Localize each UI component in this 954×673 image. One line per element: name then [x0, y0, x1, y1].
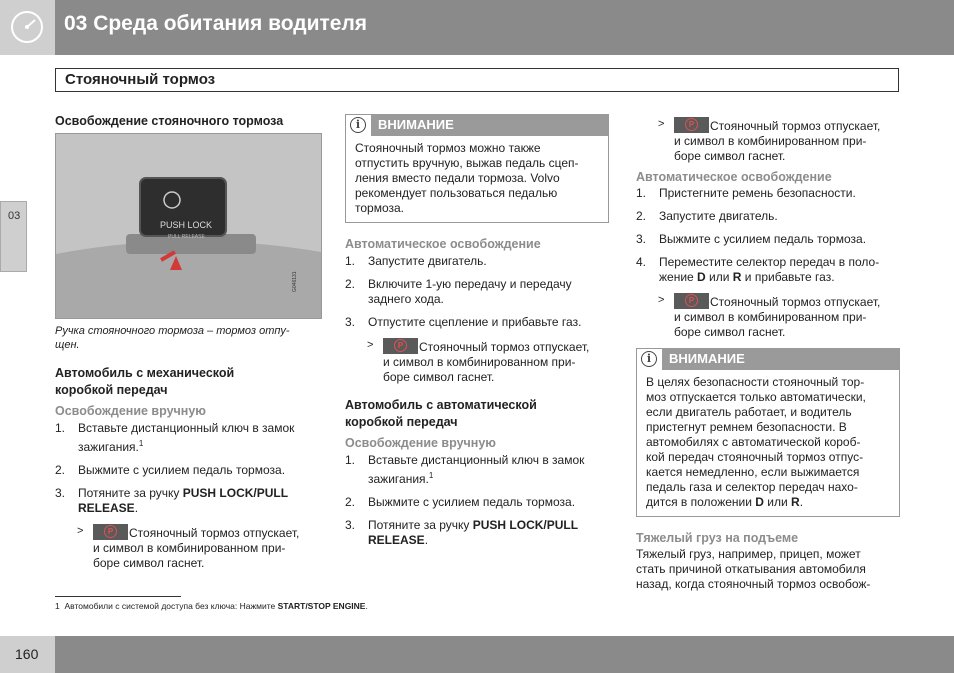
- result-note: > P Стояночный тормоз отпускает, и символ в комбинированном при- боре символ гаснет.: [367, 339, 590, 384]
- subheading-auto-release: Автоматическое освобождение: [345, 237, 541, 251]
- list-item: 3. Потяните за ручку PUSH LOCK/PULL RELEASE.: [55, 486, 289, 515]
- result-note: > P Стояночный тормоз отпускает, и символ в комбинированном при- боре символ гаснет.: [77, 525, 300, 570]
- list-item: 2. Выжмите с усилием педаль тормоза.: [55, 463, 286, 477]
- section-title-bar: [55, 68, 899, 92]
- parking-brake-warning-icon: P: [674, 293, 709, 309]
- warning-box: [345, 114, 609, 223]
- list-item: 1. Вставьте дистанционный ключ в замок зажигания.$^1$: [345, 453, 585, 486]
- warning-header: [346, 115, 608, 136]
- heading-manual-gearbox: Автомобиль с механической коробкой передач: [55, 366, 235, 397]
- page-header: [0, 0, 954, 55]
- footnote-divider: [55, 596, 181, 597]
- heading-auto-gearbox: Автомобиль с автоматической коробкой передач: [345, 398, 537, 429]
- list-item: 3. Отпустите сцепление и прибавьте газ.: [345, 315, 582, 329]
- warning-header: [637, 349, 899, 370]
- page-footer: [0, 636, 954, 673]
- heading-release: Освобождение стояночного тормоза: [55, 114, 284, 128]
- list-item: 2. Включите 1-ую передачу и передачу заднего хода.: [345, 277, 572, 306]
- list-item: 4. Переместите селектор передач в поло- жение D или R и прибавьте газ.: [636, 255, 880, 284]
- list-item: 1. Пристегните ремень безопасности.: [636, 186, 856, 200]
- column-3: [636, 117, 900, 592]
- list-item: 1. Запустите двигатель.: [345, 254, 487, 268]
- warning-text: Стояночный тормоз можно также отпустить вручную, выжав педаль сцеп- ления вместо педали тормоза. Volvo рекомендует пользоваться педалью тормоза.: [355, 141, 579, 215]
- subheading-heavy-load: Тяжелый груз на подъеме: [636, 531, 799, 545]
- paragraph-heavy-load: Тяжелый груз, например, прицеп, может стать причиной откатывания автомобиля назад, когда стояночный тормоз освобож-: [636, 547, 871, 591]
- footnote: 1 Автомобили с системой доступа без ключа: Нажмите START/STOP ENGINE.: [55, 601, 368, 611]
- subheading-manual-release: Освобождение вручную: [55, 404, 206, 418]
- list-item: 3. Потяните за ручку PUSH LOCK/PULL RELEASE.: [345, 518, 579, 547]
- subheading-auto-release: Автоматическое освобождение: [636, 170, 832, 184]
- parking-brake-photo: [55, 133, 322, 319]
- column-2: [345, 114, 609, 548]
- result-note: > P Стояночный тормоз отпускает, и символ в комбинированном при- боре символ гаснет.: [658, 294, 881, 339]
- warning-text: В целях безопасности стояночный тор- моз отпускается только автоматически, если двигатель работает, и водитель пристегнут ремнем безопасности. В автомобилях с автоматической короб- кой передач стояночный тормоз отпус- кается немедленно, если выжимается педаль газа и селектор передач нахо- дится в положении D или R.: [646, 375, 866, 509]
- page-number-box: [0, 636, 55, 673]
- speedometer-icon: [0, 0, 55, 55]
- parking-brake-warning-icon: P: [383, 338, 418, 354]
- result-note: > P Стояночный тормоз отпускает, и символ в комбинированном при- боре символ гаснет.: [658, 118, 881, 163]
- button-sublabel: PULL RELEASE: [168, 234, 205, 240]
- parking-brake-warning-icon: P: [93, 524, 128, 540]
- parking-brake-warning-icon: P: [674, 117, 709, 133]
- page-number: 160: [15, 646, 39, 662]
- button-label: PUSH LOCK: [160, 220, 213, 230]
- column-1: [55, 114, 320, 571]
- info-icon: i: [346, 115, 371, 136]
- chapter-tab-label: 03: [8, 210, 21, 222]
- list-item: 2. Запустите двигатель.: [636, 209, 778, 223]
- list-item: 2. Выжмите с усилием педаль тормоза.: [345, 495, 576, 509]
- list-item: 3. Выжмите с усилием педаль тормоза.: [636, 232, 867, 246]
- section-title: Стояночный тормоз: [65, 71, 216, 88]
- chapter-tab: [0, 201, 27, 272]
- subheading-manual-release: Освобождение вручную: [345, 436, 496, 450]
- warning-title: ВНИМАНИЕ: [669, 351, 745, 366]
- chapter-title: 03 Среда обитания водителя: [64, 12, 368, 35]
- warning-box: [636, 348, 900, 517]
- photo-caption: Ручка стояночного тормоза – тормоз отпу- щен.: [55, 325, 290, 351]
- photo-code: G046131: [292, 271, 298, 292]
- list-item: 1. Вставьте дистанционный ключ в замок зажигания.$^1$: [55, 421, 295, 454]
- warning-title: ВНИМАНИЕ: [378, 117, 454, 132]
- info-icon: i: [637, 349, 662, 370]
